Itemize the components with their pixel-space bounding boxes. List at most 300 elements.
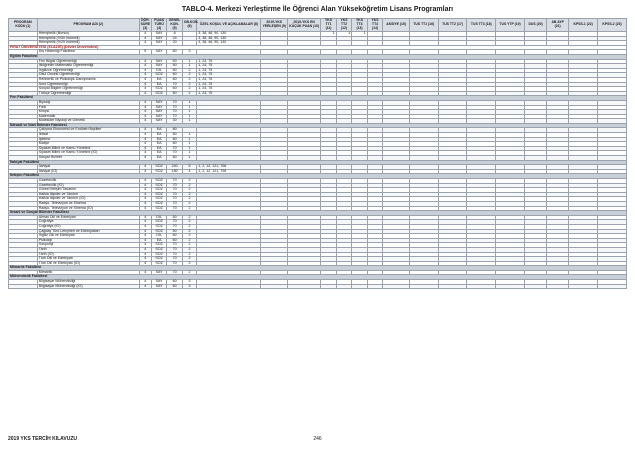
table-cell: 24 — [167, 36, 183, 41]
table-cell: 2 — [182, 220, 196, 225]
table-cell: 70 — [167, 206, 183, 211]
table-cell: İktisat — [37, 133, 139, 138]
table-cell: 60 — [167, 156, 183, 161]
table-cell: SÖZ — [151, 261, 167, 266]
table-cell: 1, 24, 75 — [197, 64, 261, 69]
table-cell: 1 — [182, 114, 196, 119]
table-header-row — [9, 19, 627, 32]
table-cell: SAY — [151, 59, 167, 64]
column-header: AB AYP (21) — [547, 19, 569, 32]
table-cell: 70 — [167, 252, 183, 257]
table-cell: 1 — [336, 32, 352, 37]
table-cell: 1, 24, 75 — [197, 59, 261, 64]
table-cell — [496, 284, 525, 289]
table-cell: 4 — [139, 215, 151, 220]
table-cell: 4 — [139, 68, 151, 73]
table-cell: 60 — [167, 91, 183, 96]
table-cell: Moleküler Biyoloji ve Genetik — [37, 119, 139, 124]
table-cell: Siyaset Bilimi ve Kamu Yönetimi — [37, 146, 139, 151]
column-header: 2019-YKS EN KÜÇÜK PUAN (10) — [288, 19, 321, 32]
table-cell — [352, 284, 368, 289]
table-cell: SAY — [151, 64, 167, 69]
table-cell: 4 — [139, 197, 151, 202]
table-cell: Radyo, Televizyon ve Sinema — [37, 201, 139, 206]
table-cell: 2 — [182, 270, 196, 275]
table-cell: 70 — [167, 243, 183, 248]
table-cell: SÖZ — [151, 206, 167, 211]
faculty-name: İletişim Fakültesi — [9, 174, 627, 179]
table-cell: İlahiyat (İÖ) — [37, 169, 139, 174]
table-cell: 1 — [182, 100, 196, 105]
table-cell: Çalışma Ekonomisi ve Endüstri İlişkileri — [37, 128, 139, 133]
table-cell — [367, 284, 383, 289]
faculty-name: Mimarlık Fakültesi — [9, 266, 627, 271]
table-cell: 70 — [167, 261, 183, 266]
table-cell: 70 — [167, 146, 183, 151]
table-cell: 2 — [182, 215, 196, 220]
table-cell — [547, 284, 569, 289]
table-cell: 70 — [167, 247, 183, 252]
table-cell: 70 — [167, 270, 183, 275]
table-cell: 70 — [167, 197, 183, 202]
table-cell: 2 — [182, 91, 196, 96]
table-cell: 70 — [167, 224, 183, 229]
table-cell: 1 — [182, 59, 196, 64]
table-cell: SAY — [151, 105, 167, 110]
column-header: PUAN TÜRÜ (4) — [151, 19, 167, 32]
table-cell: 4 — [139, 169, 151, 174]
table-cell: Fizik — [37, 105, 139, 110]
column-header: YKS TT2 (12) — [336, 19, 352, 32]
table-cell: 4 — [139, 41, 151, 46]
table-cell: 4 — [139, 91, 151, 96]
table-cell: 240 — [167, 165, 183, 170]
table-cell: 4 — [139, 64, 151, 69]
table-cell: 4 — [139, 142, 151, 147]
table-cell: 4 — [139, 82, 151, 87]
table-cell: 1 — [182, 119, 196, 124]
table-cell: 50 — [167, 215, 183, 220]
table-cell: 50 — [167, 59, 183, 64]
table-cell: Görsel İletişim Tasarımı — [37, 188, 139, 193]
table-row — [9, 284, 627, 289]
table-cell — [438, 284, 467, 289]
table-cell: 60 — [167, 234, 183, 239]
table-cell: Türk Dili ve Edebiyatı (İÖ) — [37, 261, 139, 266]
table-cell — [321, 284, 337, 289]
table-cell: 1 — [182, 133, 196, 138]
column-header: DUS (20) — [524, 19, 546, 32]
table-cell: 60 — [167, 50, 183, 55]
table-cell: 70 — [167, 201, 183, 206]
table-cell: 2 — [182, 201, 196, 206]
table-cell: Sosyal Bilgiler Öğretmenliği — [37, 87, 139, 92]
table-cell: Türk Dili ve Edebiyatı — [37, 257, 139, 262]
column-header: OB.KON. (6) — [182, 19, 196, 32]
table-cell: 180 — [167, 169, 183, 174]
table-cell: 2 — [182, 257, 196, 262]
table-cell — [467, 284, 496, 289]
table-cell: 1 — [182, 105, 196, 110]
table-cell — [261, 284, 288, 289]
table-cell — [409, 284, 438, 289]
table-cell: 4 — [139, 165, 151, 170]
table-cell: 2 — [182, 238, 196, 243]
table-cell: EA — [151, 133, 167, 138]
table-cell: SAY — [151, 110, 167, 115]
table-cell — [197, 284, 261, 289]
table-cell: SÖZ — [151, 252, 167, 257]
table-cell: Kimya — [37, 110, 139, 115]
table-cell: 1, 24, 75 — [197, 77, 261, 82]
table-cell: SÖZ — [151, 247, 167, 252]
table-cell: 2 — [182, 77, 196, 82]
table-cell: 70 — [167, 179, 183, 184]
table-cell: 70 — [167, 151, 183, 156]
table-cell: 70 — [167, 257, 183, 262]
table-cell: Halkla İlişkiler ve Tanıtım — [37, 192, 139, 197]
table-cell: DİL — [151, 234, 167, 239]
table-title: TABLO-4. Merkezi Yerleştirme İle Öğrenci Alan Yükseköğretim Lisans Programları — [181, 6, 454, 13]
column-header: 2019-YKS YERLEŞEN (9) — [261, 19, 288, 32]
table-cell: 4 — [139, 284, 151, 289]
table-cell: DİL — [151, 68, 167, 73]
table-cell: 1 — [182, 137, 196, 142]
column-header: KPSS-1 (22) — [569, 19, 598, 32]
table-cell: İlahiyat — [37, 165, 139, 170]
table-cell: EA — [151, 137, 167, 142]
table-cell: SÖZ — [151, 220, 167, 225]
column-header: AKSİYE (15) — [383, 19, 410, 32]
page-number: 246 — [313, 436, 322, 442]
table-cell: 1 — [352, 32, 368, 37]
table-cell: 2 — [182, 73, 196, 78]
table-cell: Siyaset Bilimi ve Kamu Yönetimi (İÖ) — [37, 151, 139, 156]
table-cell — [9, 284, 38, 289]
table-cell: 2 — [182, 68, 196, 73]
table-cell: 4 — [139, 270, 151, 275]
table-cell: 1 — [182, 110, 196, 115]
table-cell: 50 — [167, 229, 183, 234]
table-cell: 4 — [139, 133, 151, 138]
table-cell: EA — [151, 151, 167, 156]
table-cell: 70 — [167, 183, 183, 188]
table-cell: 70 — [167, 220, 183, 225]
column-header: YKS TT1 (11) — [321, 19, 337, 32]
table-cell: Mimarlık — [37, 270, 139, 275]
table-cell: SÖZ — [151, 201, 167, 206]
table-cell: EA — [151, 142, 167, 147]
table-cell: 4 — [139, 229, 151, 234]
table-cell: SÖZ — [151, 183, 167, 188]
table-cell: 4 — [139, 252, 151, 257]
column-header: YKS TT4 (14) — [367, 19, 383, 32]
table-cell: 1 — [182, 151, 196, 156]
table-cell: 1, 24, 75 — [197, 73, 261, 78]
table-cell: 1 — [182, 156, 196, 161]
table-cell: 1, 24, 75 — [197, 87, 261, 92]
table-cell: 1, 2, 12, 121, 708 — [197, 165, 261, 170]
column-header: GENEL KON. (5) — [168, 18, 181, 30]
table-cell: 4 — [139, 243, 151, 248]
table-cell: Sınıf Öğretmenliği — [37, 82, 139, 87]
table-cell: SAY — [151, 270, 167, 275]
table-cell: 2 — [182, 179, 196, 184]
table-cell: 2 — [182, 261, 196, 266]
table-cell: SÖZ — [151, 73, 167, 78]
table-cell: SÖZ — [151, 224, 167, 229]
faculty-name: İlahiyat Fakültesi — [9, 160, 627, 165]
table-cell: SAY — [151, 32, 167, 37]
table-cell: Bilgisayar Mühendisliği (İÖ) — [37, 284, 139, 289]
table-cell: SÖZ — [151, 188, 167, 193]
table-cell: 2 — [182, 243, 196, 248]
table-cell: SÖZ — [151, 87, 167, 92]
university-name: FIRAT ÜNİVERSİTESİ (ELAZIĞ) (Devlet Üniversitesi) — [9, 45, 627, 50]
table-cell: Hemşirelik (%25 İndirimli) — [37, 41, 139, 46]
table-cell: EA — [151, 77, 167, 82]
column-header: TUS TT2 (17) — [438, 19, 467, 32]
table-cell: Gazetecilik — [37, 179, 139, 184]
table-cell: 1 — [182, 64, 196, 69]
table-cell: 4 — [139, 183, 151, 188]
table-cell: SÖZ — [151, 179, 167, 184]
table-cell: 4 — [139, 87, 151, 92]
table-cell: Çağdaş Türk Lehçeleri ve Edebiyatları — [37, 229, 139, 234]
table-cell: 1, 2, 12, 121, 708 — [197, 169, 261, 174]
table-cell: 70 — [167, 192, 183, 197]
faculty-name: Eğitim Fakültesi — [9, 54, 627, 59]
table-cell: 4 — [139, 77, 151, 82]
table-cell: 4 — [139, 100, 151, 105]
table-cell: İşletme — [37, 137, 139, 142]
table-cell: Hemşirelik (Burslu) — [37, 32, 139, 37]
table-cell: EA — [151, 156, 167, 161]
table-cell: Radyo, Televizyon ve Sinema (İÖ) — [37, 206, 139, 211]
footer-guide-title: 2019 YKS TERCİH KILAVUZU — [8, 436, 77, 442]
table-cell: 2 — [182, 247, 196, 252]
column-header: TUS YTP (19) — [496, 19, 525, 32]
table-cell — [598, 284, 627, 289]
table-cell: 4 — [139, 220, 151, 225]
table-cell: Türkçe Öğretmenliği — [37, 91, 139, 96]
table-cell: 4 — [139, 114, 151, 119]
table-cell: SÖZ — [151, 91, 167, 96]
table-cell: 30 — [167, 119, 183, 124]
table-cell: Diş Hekimliği Fakültesi — [37, 50, 139, 55]
table-cell: EA — [151, 238, 167, 243]
table-cell: 50 — [167, 64, 183, 69]
table-cell: 4 — [139, 280, 151, 285]
column-header: PROGRAM ADI (2) — [37, 19, 139, 32]
program-table — [8, 18, 627, 289]
table-cell: 4 — [182, 169, 196, 174]
table-cell: Psikoloji — [37, 238, 139, 243]
table-cell: 4 — [139, 32, 151, 37]
table-cell: 1 — [182, 142, 196, 147]
table-cell: 4 — [139, 137, 151, 142]
table-cell: 4 — [139, 128, 151, 133]
table-cell: İlköğretim Matematik Öğretmenliği — [37, 64, 139, 69]
table-cell: 2 — [182, 234, 196, 239]
table-cell: 80 — [167, 128, 183, 133]
table-cell: 4 — [139, 234, 151, 239]
table-cell: SAY — [151, 36, 167, 41]
table-cell: 4 — [139, 238, 151, 243]
table-cell: SÖZ — [151, 243, 167, 248]
table-cell — [569, 284, 598, 289]
faculty-name: Fen Fakültesi — [9, 96, 627, 101]
table-cell: 4 — [139, 105, 151, 110]
faculty-name: İnsani ve Sosyal Bilimler Fakültesi — [9, 211, 627, 216]
table-cell: Tarih (İÖ) — [37, 252, 139, 257]
table-cell: 70 — [167, 110, 183, 115]
table-cell: 2 — [182, 229, 196, 234]
column-header: PROGRAM KODU (1) — [9, 19, 38, 32]
table-cell: 4 — [139, 224, 151, 229]
table-cell: 1 — [321, 32, 337, 37]
table-cell: 3, 38, 46, 90, 130 — [197, 32, 261, 37]
table-cell: 4 — [139, 179, 151, 184]
table-cell: 60 — [167, 284, 183, 289]
table-cell: 2 — [182, 192, 196, 197]
table-cell: 4 — [139, 192, 151, 197]
table-cell: 2 — [182, 82, 196, 87]
table-cell: 2 — [182, 197, 196, 202]
table-cell: 4 — [139, 119, 151, 124]
table-cell — [288, 284, 321, 289]
table-cell: SÖZ — [151, 197, 167, 202]
table-cell: 60 — [167, 73, 183, 78]
table-cell: 2 — [182, 188, 196, 193]
column-header: TUS TT1 (16) — [409, 19, 438, 32]
table-cell: EA — [151, 146, 167, 151]
table-cell: SAY — [151, 119, 167, 124]
table-cell: 3 — [182, 284, 196, 289]
table-cell: Bilgisayar Mühendisliği — [37, 280, 139, 285]
table-cell: Sosyoloji — [37, 243, 139, 248]
table-cell: Okul Öncesi Öğretmenliği — [37, 73, 139, 78]
table-cell: Hemşirelik (%50 İndirimli) — [37, 36, 139, 41]
table-cell — [383, 284, 410, 289]
table-cell — [336, 284, 352, 289]
table-cell: 60 — [167, 142, 183, 147]
faculty-name: İktisadi ve İdari Bilimler Fakültesi — [9, 123, 627, 128]
column-header: ÖĞR. SÜRE (3) — [140, 18, 151, 30]
table-cell: 3 — [182, 280, 196, 285]
table-cell: SAY — [151, 41, 167, 46]
table-cell: 4 — [139, 156, 151, 161]
table-cell: 3, 38, 46, 90, 130 — [197, 36, 261, 41]
column-header: ÖZEL KOŞUL VE AÇIKLAMALAR (8) — [197, 19, 261, 32]
table-cell: 70 — [167, 100, 183, 105]
table-cell: SAY — [151, 100, 167, 105]
table-cell: Alman Dili ve Edebiyatı — [37, 215, 139, 220]
table-cell: SÖZ — [151, 257, 167, 262]
table-cell: 20 — [167, 41, 183, 46]
table-cell: Matematik — [37, 114, 139, 119]
table-cell: 4 — [139, 146, 151, 151]
table-cell — [524, 284, 546, 289]
table-cell: 1, 24, 75 — [197, 68, 261, 73]
table-cell: 60 — [167, 133, 183, 138]
table-cell: 60 — [167, 87, 183, 92]
table-cell: SAY — [151, 280, 167, 285]
table-cell: 60 — [167, 280, 183, 285]
table-cell: 70 — [167, 114, 183, 119]
table-cell: Rehberlik ve Psikolojik Danışmanlık — [37, 77, 139, 82]
table-cell: 8 — [167, 32, 183, 37]
column-header: YKS TT3 (13) — [352, 19, 368, 32]
table-cell: 6 — [182, 165, 196, 170]
table-cell: 70 — [167, 188, 183, 193]
table-cell: Maliye — [37, 142, 139, 147]
table-cell: 5 — [139, 50, 151, 55]
table-cell: SÖZ — [151, 165, 167, 170]
table-cell: 4 — [139, 188, 151, 193]
table-cell: DİL — [151, 215, 167, 220]
table-cell: 80 — [167, 137, 183, 142]
table-cell: EA — [151, 128, 167, 133]
table-cell: SAY — [151, 114, 167, 119]
table-cell: 4 — [139, 73, 151, 78]
table-cell: 2 — [182, 87, 196, 92]
table-cell: 1, 24, 75 — [197, 82, 261, 87]
table-cell: 4 — [139, 151, 151, 156]
table-cell: SÖZ — [151, 229, 167, 234]
table-cell: SAY — [151, 284, 167, 289]
table-cell: 3 — [182, 50, 196, 55]
table-cell: 4 — [139, 247, 151, 252]
table-cell: 4 — [139, 201, 151, 206]
table-cell: Fen Bilgisi Öğretmenliği — [37, 59, 139, 64]
table-cell: 4 — [139, 36, 151, 41]
table-cell: 70 — [167, 105, 183, 110]
table-cell: 2 — [182, 183, 196, 188]
table-cell: 60 — [167, 238, 183, 243]
table-cell: İngilizce Öğretmenliği — [37, 68, 139, 73]
table-cell: Sosyal Hizmet — [37, 156, 139, 161]
table-cell: Biyoloji — [37, 100, 139, 105]
table-cell: 4 — [139, 206, 151, 211]
table-cell: 60 — [167, 68, 183, 73]
table-cell: Coğrafya (İÖ) — [37, 224, 139, 229]
table-cell: 2 — [182, 252, 196, 257]
table-cell: Tarih — [37, 247, 139, 252]
table-cell: 4 — [139, 110, 151, 115]
table-cell: SAY — [151, 50, 167, 55]
table-cell: 2 — [182, 206, 196, 211]
table-cell: İngiliz Dili ve Edebiyatı — [37, 234, 139, 239]
table-cell: 1 — [182, 146, 196, 151]
column-header: KPSS-2 (23) — [598, 19, 627, 32]
table-cell: 2 — [182, 224, 196, 229]
table-cell: 80 — [167, 77, 183, 82]
table-cell: 4 — [139, 257, 151, 262]
column-header: TUS TT3 (18) — [467, 19, 496, 32]
table-cell: 70 — [167, 82, 183, 87]
table-cell: Coğrafya — [37, 220, 139, 225]
table-cell: Halkla İlişkiler ve Tanıtım (İÖ) — [37, 197, 139, 202]
table-cell: SÖZ — [151, 169, 167, 174]
table-cell: EA — [151, 82, 167, 87]
table-cell: Gazetecilik (İÖ) — [37, 183, 139, 188]
table-cell: SÖZ — [151, 192, 167, 197]
faculty-name: Mühendislik Fakültesi — [9, 275, 627, 280]
table-cell: 1, 24, 75 — [197, 91, 261, 96]
table-cell: 4 — [139, 59, 151, 64]
table-cell: 4 — [139, 261, 151, 266]
